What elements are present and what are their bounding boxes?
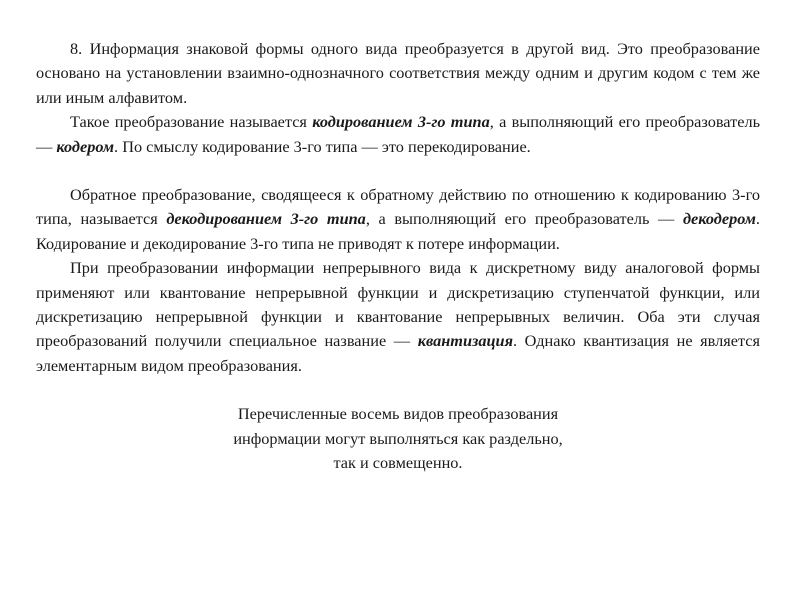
paragraph-3 <box>36 183 760 256</box>
p2-text-1: Такое преобразование называется <box>70 112 313 132</box>
closing-line-3: так и совмещенно. <box>333 453 463 473</box>
paragraph-4 <box>36 256 760 378</box>
p4-text-1: При преобразовании информации непрерывного вида к дискретному виду аналоговой формы применяют или квантование непрерывной функции и дискретизацию ступенчатой функции, или дискретизацию непрерывной функции и квантование непрерывных величин. Оба эти случая преобразований получили специальное название — <box>36 258 760 351</box>
term-decoding-type3: декодированием 3-го типа <box>166 209 366 229</box>
paragraph-2 <box>36 110 760 159</box>
closing-note <box>36 402 760 475</box>
closing-line-1: Перечисленные восемь видов преобразования <box>237 404 559 424</box>
paragraph-gap <box>36 159 760 183</box>
document-page <box>36 37 760 476</box>
term-decoder: декодером <box>682 209 756 229</box>
p3-text-3: . Кодирование и декодирование 3-го типа не приводят к потере информации. <box>36 209 760 253</box>
p2-text-3: . По смыслу кодирование 3-го типа — это перекодирование. <box>114 136 531 156</box>
p3-text-1: Обратное преобразование, сводящееся к обратному действию по отношению к кодированию 3-го типа, называется <box>36 185 760 229</box>
term-quantization: квантизация <box>417 331 513 351</box>
term-coder: кодером <box>56 136 115 156</box>
term-coding-type3: кодированием 3-го типа <box>312 112 490 132</box>
p2-text-2: , а выполняющий его преобразователь — <box>36 112 760 156</box>
p3-text-2: , а выполняющий его преобразователь — <box>365 209 683 229</box>
closing-line-2: информации могут выполняться как раздельно, <box>233 428 563 448</box>
paragraph-1: 8. Информация знаковой формы одного вида преобразуется в другой вид. Это преобразование основано на установлении взаимно-однозначного соответствия между одним и другим кодом с тем же или иным алфавитом. <box>36 39 760 107</box>
p4-text-2: . Однако квантизация не является элементарным видом преобразования. <box>36 331 760 375</box>
